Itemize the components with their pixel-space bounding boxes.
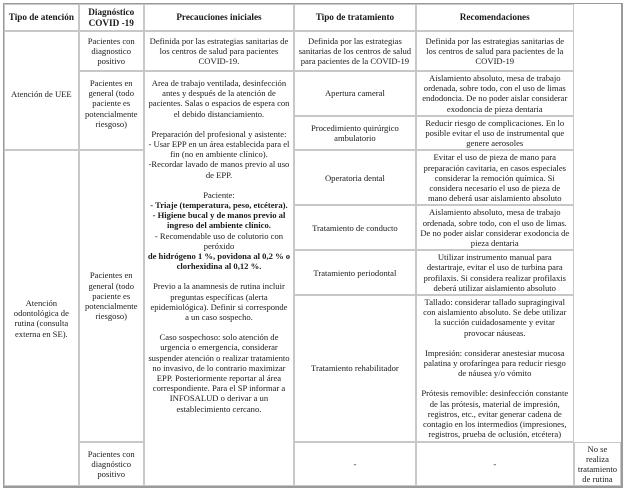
precaucion-paciente-3a: - Recomendable uso de colutorio con peróxido [154, 230, 284, 251]
recomendaciones-cell [416, 295, 574, 441]
tratamiento-cell: - [416, 442, 574, 487]
precaucion-caso-sospechoso: Caso sospechoso: solo atención de urgencia o emergencia, considerar suspender atención o realizar tratamiento no invasivo, de lo contrario maximizar EPP. Posteriormente reportar al área correspondiente. Para el SP informar a INFOSALUD o derivar a un establecimiento cercano. [148, 332, 290, 414]
covid-dental-precautions-table [3, 3, 623, 488]
tipo-atencion-rutina: Atención odontológica de rutina (consulta externa en SE). [4, 150, 79, 486]
precaucion-paciente-1: - Triaje (temperatura, peso, etcétera). [150, 200, 288, 211]
header-diagnostico: Diagnóstico COVID -19 [79, 4, 144, 31]
precaucion-profesional-1: - Usar EPP en un área establecida para el fin (no en ambiente clínico). [148, 139, 290, 160]
precaucion-profesional-title: Preparación del profesional y asistente: [151, 128, 287, 139]
precaucion-ambiente: Area de trabajo ventilada, desinfección antes y después de la atención de pacientes. Salas o espacios de espera con el debido distanciamiento. [148, 78, 290, 119]
header-row [4, 4, 621, 31]
recomendaciones-cell: Aislamiento absoluto, mesa de trabajo ordenada, sobre todo, con el uso de limas. De no poder aislar considerar exodoncia de pieza dentaria [416, 205, 574, 250]
diagnostico-cell: Pacientes con diagnostico positivo [79, 31, 144, 71]
table-row [4, 71, 621, 116]
tipo-atencion-uee: Atención de UEE [4, 31, 79, 150]
recomendacion-impresion: Impresión: considerar anestesiar mucosa palatina y orofaríngea para reducir riesgo de náusea y/o vómito [423, 347, 566, 379]
precauciones-cell: - [294, 442, 416, 487]
diagnostico-cell: Pacientes con diagnóstico positivo [79, 442, 144, 487]
precaucion-paciente-3b: de hidrógeno 1 %, povidona al 0,2 % o clorhexidina al 0,12 %. [147, 251, 291, 272]
table-row [4, 150, 621, 205]
header-recomendaciones: Recomendaciones [416, 4, 574, 31]
tratamiento-cell: Definida por las estrategias sanitarias de los centros de salud para pacientes de la COVID-19 [294, 31, 416, 71]
tratamiento-cell: Operatoria dental [294, 150, 416, 205]
header-tipo-atencion: Tipo de atención [4, 4, 79, 31]
recomendaciones-cell: Aislamiento absoluto, mesa de trabajo ordenada, sobre todo, con el uso de limas endodoncia. De no poder aislar considerar exodoncia de pieza dentaria [416, 71, 574, 116]
recomendaciones-cell: Evitar el uso de pieza de mano para preparación cavitaria, en casos especiales considerar la remoción química. Si considera necesario el uso de pieza de mano deberá usar aislamiento absoluto [416, 150, 574, 205]
precaucion-profesional-2: -Recordar lavado de manos previo al uso de EPP. [148, 159, 290, 180]
recomendaciones-cell: Definida por las estrategias sanitarias de los centros de salud para pacientes de la COVID-19 [416, 31, 574, 71]
tratamiento-cell: Apertura cameral [294, 71, 416, 116]
precaucion-paciente-2: - Higiene bucal y de manos previo al ingreso del ambiente clínico. [152, 210, 286, 231]
tratamiento-cell: Tratamiento periodontal [294, 250, 416, 295]
table-row [4, 31, 621, 71]
header-precauciones: Precauciones iniciales [144, 4, 294, 31]
recomendaciones-cell: Reducir riesgo de complicaciones. En lo posible evitar el uso de instrumental que genere aerosoles [416, 116, 574, 151]
recomendacion-tallado: Tallado: considerar tallado supragingival con aislamiento absoluto. Se debe utilizar la succión cuidadosamente y evitar provocar náuseas. [423, 297, 567, 338]
diagnostico-cell: Pacientes en general (todo paciente es potencialmente riesgoso) [79, 150, 144, 441]
tratamiento-cell: Procedimiento quirúrgico ambulatorio [294, 116, 416, 151]
recomendacion-protesis: Prótesis removible: desinfección constante de las prótesis, material de impresión, registros, etc., evitar generar cadena de contagio en los intermedios (impresiones, registros, prueba de oclusión, etcétera) [421, 388, 569, 440]
header-tipo-tratamiento: Tipo de tratamiento [294, 4, 416, 31]
table-row [4, 442, 621, 487]
precauciones-shared-cell [144, 71, 294, 486]
diagnostico-cell: Pacientes en general (todo paciente es potencialmente riesgoso) [79, 71, 144, 150]
precaucion-anamnesis: Previo a la anamnesis de rutina incluir preguntas específicas (alerta epidemiológica). Definir si corresponde a un caso sospecho. [150, 281, 288, 323]
tratamiento-cell: Tratamiento rehabilitador [294, 295, 416, 441]
precauciones-cell: Definida por las estrategias sanitarias de los centros de salud para pacientes COVID-19. [144, 31, 294, 71]
tratamiento-cell: Tratamiento de conducto [294, 205, 416, 250]
precaucion-paciente-title: Paciente: [203, 189, 235, 200]
recomendaciones-cell: Utilizar instrumento manual para destartraje, evitar el uso de turbina para profilaxis. Si considera realizar profilaxis deberá utilizar aislamiento absoluto [416, 250, 574, 295]
recomendaciones-cell: No se realiza tratamiento de rutina [574, 442, 621, 487]
